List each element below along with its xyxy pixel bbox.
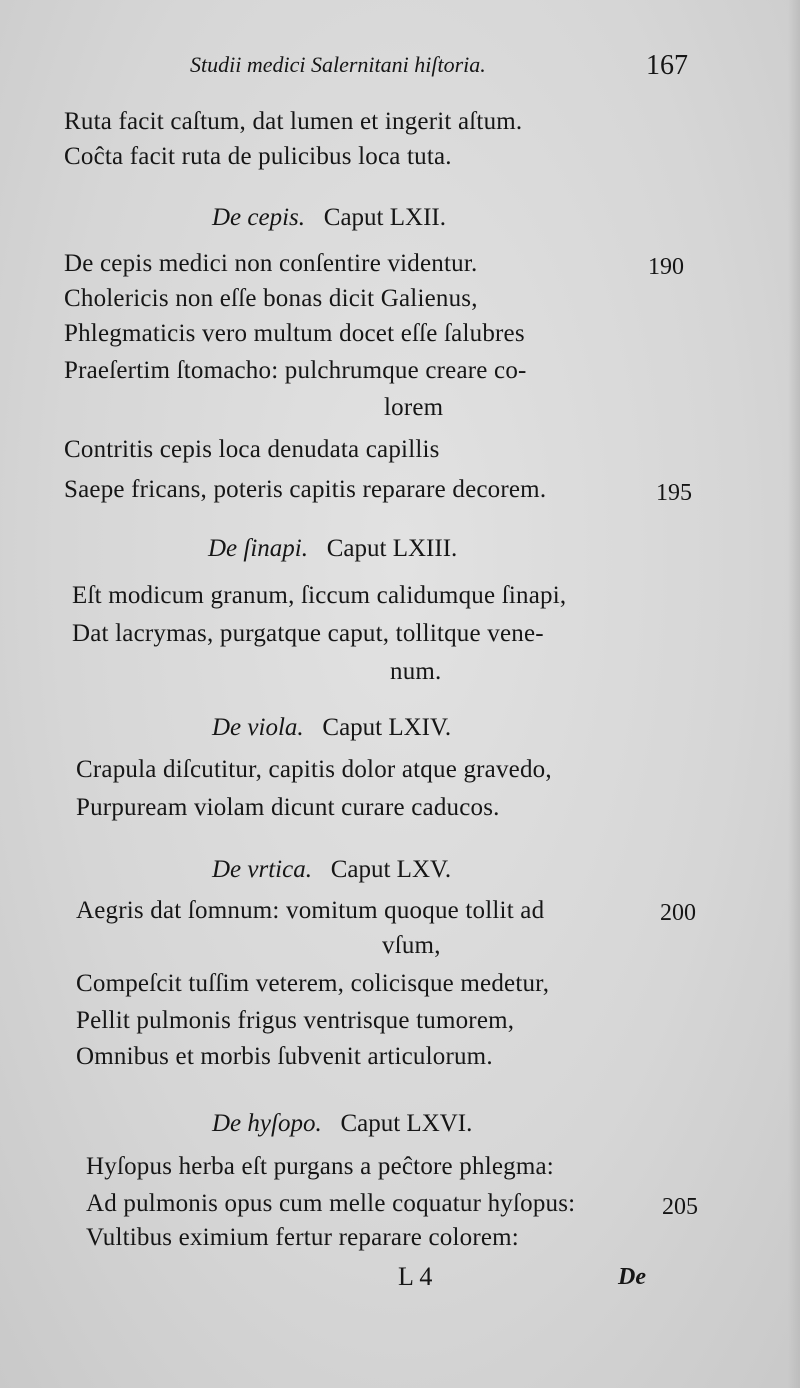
section-heading-hysopo [212, 1110, 472, 1138]
page-edge-shadow [788, 0, 800, 1388]
verse-line: Saepe fricans, poteris capitis reparare decorem. [64, 476, 547, 503]
verse-line: Compeſcit tuſſim veterem, colicisque medetur, [76, 970, 550, 997]
verse-line: Ad pulmonis opus cum melle coquatur hyſopus: [86, 1190, 576, 1217]
verse-line: Purpuream violam dicunt curare caducos. [76, 794, 500, 821]
verse-line-continuation: vſum, [382, 932, 441, 959]
verse-line: Ruta facit caſtum, dat lumen et ingerit aſtum. [64, 108, 523, 135]
verse-line: Hyſopus herba eſt purgans a peĉtore phlegma: [86, 1153, 554, 1180]
verse-line: Crapula diſcutitur, capitis dolor atque gravedo, [76, 756, 552, 783]
section-heading-cepis [212, 204, 446, 232]
verse-number: 195 [656, 480, 692, 506]
verse-line-continuation: num. [390, 658, 442, 685]
heading-caput: Caput LXVI. [340, 1110, 473, 1137]
heading-caput: Caput LXIII. [326, 535, 458, 562]
verse-line: Vultibus eximium fertur reparare colorem: [86, 1224, 519, 1251]
verse-number: 205 [662, 1194, 698, 1220]
verse-line: Pellit pulmonis frigus ventrisque tumorem, [76, 1007, 515, 1034]
verse-line: Phlegmaticis vero multum docet eſſe ſalubres [64, 320, 525, 347]
heading-title: De viola. [212, 714, 304, 741]
verse-line: Eſt modicum granum, ſiccum calidumque ſinapi, [72, 582, 567, 609]
section-heading-sinapi [208, 535, 457, 563]
heading-title: De vrtica. [212, 856, 312, 883]
verse-line: De cepis medici non conſentire videntur. [64, 250, 478, 277]
section-heading-vrtica [212, 856, 451, 884]
heading-caput: Caput LXV. [330, 856, 452, 883]
verse-line: Coĉta facit ruta de pulicibus loca tuta. [64, 143, 452, 170]
catchword: De [618, 1264, 646, 1290]
section-heading-viola [212, 714, 451, 742]
heading-caput: Caput LXIV. [322, 714, 452, 741]
verse-line: Dat lacrymas, purgatque caput, tollitque vene- [72, 620, 544, 647]
verse-line: Omnibus et morbis ſubvenit articulorum. [76, 1043, 493, 1070]
heading-title: De cepis. [212, 204, 306, 231]
signature-mark: L 4 [398, 1262, 433, 1291]
verse-line: Cholericis non eſſe bonas dicit Galienus, [64, 285, 478, 312]
verse-line-continuation: lorem [384, 394, 444, 421]
running-title: Studii medici Salernitani hiſtoria. [190, 52, 486, 77]
heading-title: De ſinapi. [208, 535, 308, 562]
heading-title: De hyſopo. [212, 1110, 322, 1137]
verse-line: Aegris dat ſomnum: vomitum quoque tollit ad [76, 897, 545, 924]
heading-caput: Caput LXII. [323, 204, 446, 231]
verse-line: Praeſertim ſtomacho: pulchrumque creare co- [64, 357, 527, 384]
verse-number: 190 [648, 254, 684, 280]
verse-number: 200 [660, 900, 696, 926]
verse-line: Contritis cepis loca denudata capillis [64, 436, 440, 463]
page-number: 167 [646, 50, 688, 81]
